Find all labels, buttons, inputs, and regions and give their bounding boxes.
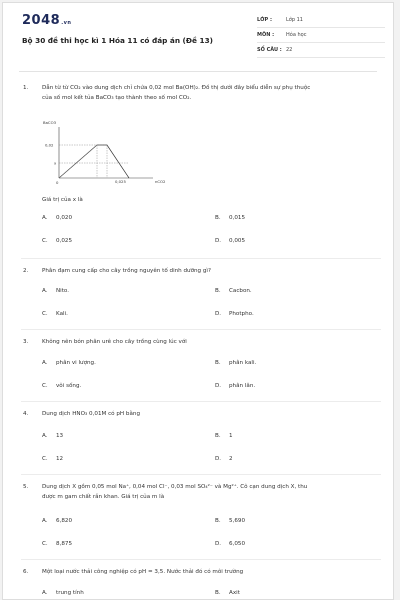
option-key: A. bbox=[42, 360, 48, 366]
option-value: Nito. bbox=[56, 288, 70, 294]
question-line: Giá trị của x là bbox=[42, 197, 83, 203]
question-divider bbox=[21, 474, 381, 475]
question-3 bbox=[23, 337, 383, 347]
option-key: A. bbox=[42, 288, 48, 294]
option-value: 0,015 bbox=[229, 215, 246, 221]
option-key: D. bbox=[215, 541, 222, 547]
option-value: 6,050 bbox=[229, 541, 246, 547]
question-2 bbox=[23, 266, 383, 276]
option-key: B. bbox=[215, 215, 221, 221]
site-logo[interactable] bbox=[22, 13, 71, 28]
option-value: 6,820 bbox=[56, 518, 73, 524]
meta-label: LỚP : bbox=[257, 17, 272, 23]
document-title: Bộ 30 đề thi học kì 1 Hóa 11 có đáp án (Đề 13) bbox=[22, 36, 213, 45]
option-value: Photpho. bbox=[229, 311, 254, 317]
precipitate-graph bbox=[37, 115, 177, 187]
graph-guide bbox=[59, 145, 97, 178]
document-header bbox=[3, 3, 393, 65]
option-value: 2 bbox=[229, 456, 233, 462]
option-key: A. bbox=[42, 215, 48, 221]
question-number: 6. bbox=[23, 569, 29, 575]
option-value: 0,005 bbox=[229, 238, 246, 244]
option-value: 1 bbox=[229, 433, 233, 439]
logo-text: 2048 bbox=[22, 13, 61, 28]
option-value: 0,020 bbox=[56, 215, 73, 221]
question-divider bbox=[21, 401, 381, 402]
question-text bbox=[42, 83, 380, 103]
question-number: 5. bbox=[23, 484, 29, 490]
option-key: A. bbox=[42, 433, 48, 439]
question-line: của số mol kết tủa BaCO₃ tạo thành theo số mol CO₂. bbox=[42, 95, 192, 101]
graph-x-tick: 0,025 bbox=[115, 179, 126, 184]
option-key: C. bbox=[42, 456, 48, 462]
question-text bbox=[42, 482, 380, 502]
meta-label: MÔN : bbox=[257, 32, 275, 38]
graph-origin-label: 0 bbox=[56, 180, 59, 185]
option-value: phân lân. bbox=[229, 383, 256, 389]
graph-y-tick: x bbox=[54, 160, 57, 166]
option-key: C. bbox=[42, 311, 48, 317]
option-key: D. bbox=[215, 456, 222, 462]
option-value: 8,875 bbox=[56, 541, 73, 547]
option-value: 12 bbox=[56, 456, 64, 462]
question-number: 2. bbox=[23, 268, 29, 274]
option-key: B. bbox=[215, 288, 221, 294]
question-5 bbox=[23, 482, 383, 502]
meta-row-count bbox=[257, 43, 385, 58]
meta-label: SỐ CÂU : bbox=[257, 47, 282, 53]
logo-suffix: .vn bbox=[61, 20, 72, 26]
meta-value: 22 bbox=[286, 47, 293, 53]
question-text: Không nên bón phân urê cho cây trồng cùng lúc với bbox=[42, 339, 187, 345]
option-key: A. bbox=[42, 518, 48, 524]
option-value: trung tính bbox=[56, 590, 84, 596]
option-key: C. bbox=[42, 541, 48, 547]
option-value: vôi sống. bbox=[56, 383, 82, 389]
question-text: Phân đạm cung cấp cho cây trồng nguyên tố dinh dưỡng gì? bbox=[42, 268, 211, 274]
meta-value: Lớp 11 bbox=[286, 17, 303, 23]
option-value: Axit bbox=[229, 590, 240, 596]
graph-y-tick: 0,02 bbox=[45, 142, 54, 148]
graph-x-label: nCO2 bbox=[155, 179, 166, 184]
question-1 bbox=[23, 83, 383, 113]
question-4 bbox=[23, 409, 383, 419]
question-divider bbox=[21, 329, 381, 330]
option-key: C. bbox=[42, 238, 48, 244]
option-key: C. bbox=[42, 383, 48, 389]
question-number: 3. bbox=[23, 339, 29, 345]
option-value: phân vi lượng. bbox=[56, 360, 96, 366]
option-key: B. bbox=[215, 433, 221, 439]
meta-value: Hóa học bbox=[286, 32, 307, 38]
option-key: D. bbox=[215, 238, 222, 244]
option-key: B. bbox=[215, 590, 221, 596]
meta-row-subject bbox=[257, 28, 385, 43]
graph-curve bbox=[59, 145, 129, 178]
question-line: được m gam chất rắn khan. Giá trị của m là bbox=[42, 494, 165, 500]
question-1-prompt bbox=[23, 195, 383, 205]
option-value: phân kali. bbox=[229, 360, 257, 366]
document-page bbox=[2, 2, 394, 600]
option-value: Cacbon. bbox=[229, 288, 252, 294]
question-divider bbox=[21, 559, 381, 560]
header-divider bbox=[19, 71, 377, 72]
question-6 bbox=[23, 567, 383, 577]
question-line: Dẫn từ từ CO₂ vào dung dịch chỉ chứa 0,02 mol Ba(OH)₂. Đồ thị dưới đây biểu diễn sự phụ thuộc bbox=[42, 85, 311, 91]
question-text: Một loại nước thải công nghiệp có pH = 3,5. Nước thải đó có môi trường bbox=[42, 569, 244, 575]
meta-row-class bbox=[257, 13, 385, 28]
option-value: Kali. bbox=[56, 311, 68, 317]
option-value: 0,025 bbox=[56, 238, 73, 244]
question-number: 1. bbox=[23, 85, 29, 91]
option-key: D. bbox=[215, 311, 222, 317]
question-divider bbox=[21, 258, 381, 259]
option-key: B. bbox=[215, 360, 221, 366]
graph-y-label: BaCO3 bbox=[43, 120, 56, 125]
question-text: Dung dịch HNO₃ 0,01M có pH bằng bbox=[42, 411, 140, 417]
option-value: 5,690 bbox=[229, 518, 246, 524]
question-line: Dung dịch X gồm 0,05 mol Na⁺, 0,04 mol Cl⁻, 0,03 mol SO₄²⁻ và Mg²⁺. Cô cạn dung dịch X, thu bbox=[42, 484, 308, 490]
question-number: 4. bbox=[23, 411, 29, 417]
option-key: B. bbox=[215, 518, 221, 524]
option-value: 13 bbox=[56, 433, 64, 439]
option-key: A. bbox=[42, 590, 48, 596]
option-key: D. bbox=[215, 383, 222, 389]
